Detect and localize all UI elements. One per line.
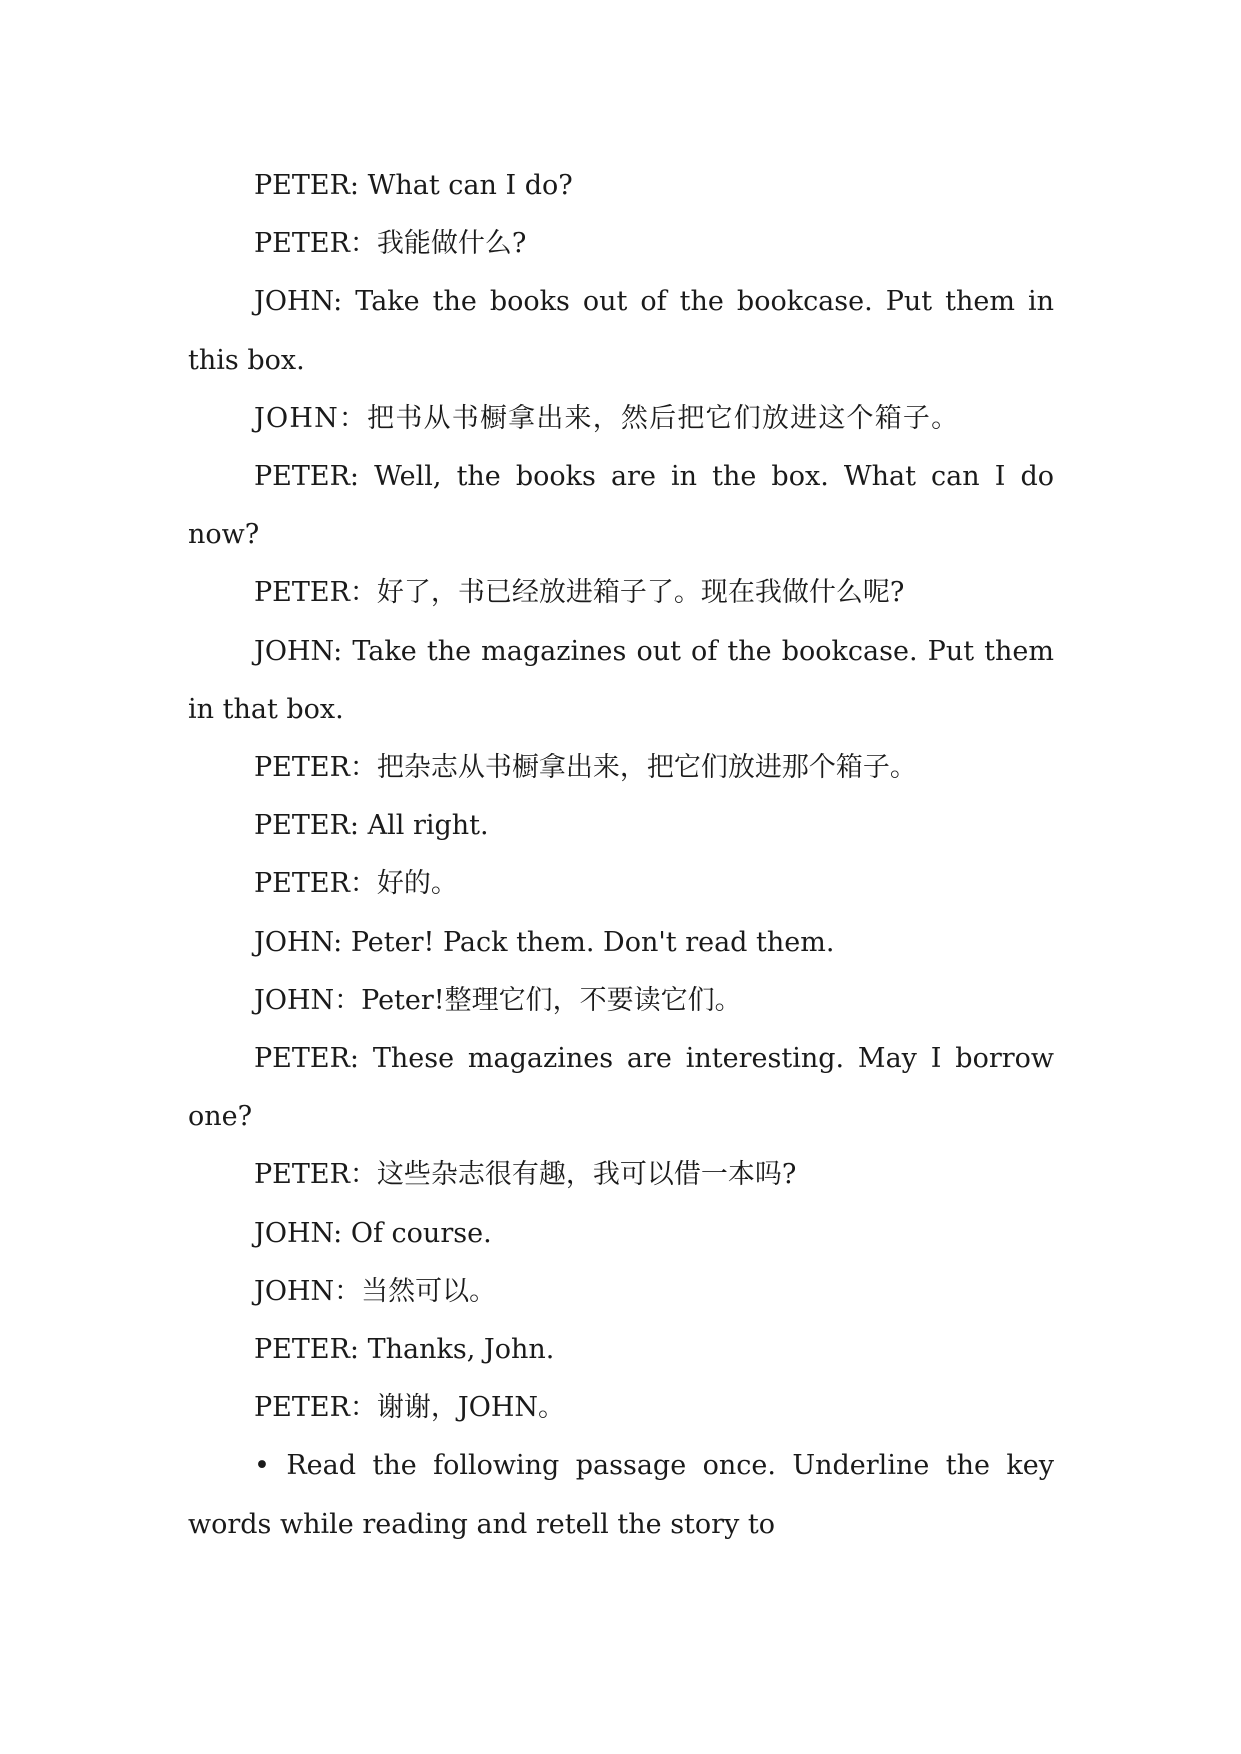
- paragraph: JOHN：把书从书橱拿出来，然后把它们放进这个箱子。: [254, 402, 960, 434]
- paragraph: JOHN: Take the magazines out of the bookcase. Put them in that box.: [188, 635, 1054, 725]
- paragraph: JOHN: Take the books out of the bookcase. Put them in this box.: [188, 286, 1054, 376]
- paragraph: PETER：谢谢，JOHN。: [254, 1392, 566, 1424]
- paragraph: JOHN：Peter!整理它们，不要读它们。: [254, 984, 742, 1016]
- paragraph: JOHN: Of course.: [254, 1217, 492, 1249]
- paragraph: PETER：这些杂志很有趣，我可以借一本吗?: [254, 1159, 797, 1191]
- paragraph: PETER：好的。: [254, 868, 458, 900]
- paragraph: PETER: These magazines are interesting. May I borrow one?: [188, 1043, 1054, 1133]
- paragraph: PETER：我能做什么?: [254, 228, 527, 260]
- paragraph: JOHN: Peter! Pack them. Don't read them.: [254, 926, 835, 958]
- paragraph: PETER: All right.: [254, 810, 489, 842]
- paragraph: PETER：把杂志从书橱拿出来，把它们放进那个箱子。: [254, 752, 917, 784]
- paragraph: PETER: Well, the books are in the box. What can I do now?: [188, 461, 1054, 551]
- paragraph: JOHN：当然可以。: [254, 1275, 497, 1307]
- paragraph: • Read the following passage once. Underline the key words while reading and retell the story to: [188, 1450, 1054, 1540]
- paragraph: PETER: Thanks, John.: [254, 1334, 555, 1366]
- dialogue-text: [188, 157, 1054, 1554]
- paragraph: PETER: What can I do?: [254, 170, 573, 201]
- paragraph: PETER：好了，书已经放进箱子了。现在我做什么呢?: [254, 577, 905, 609]
